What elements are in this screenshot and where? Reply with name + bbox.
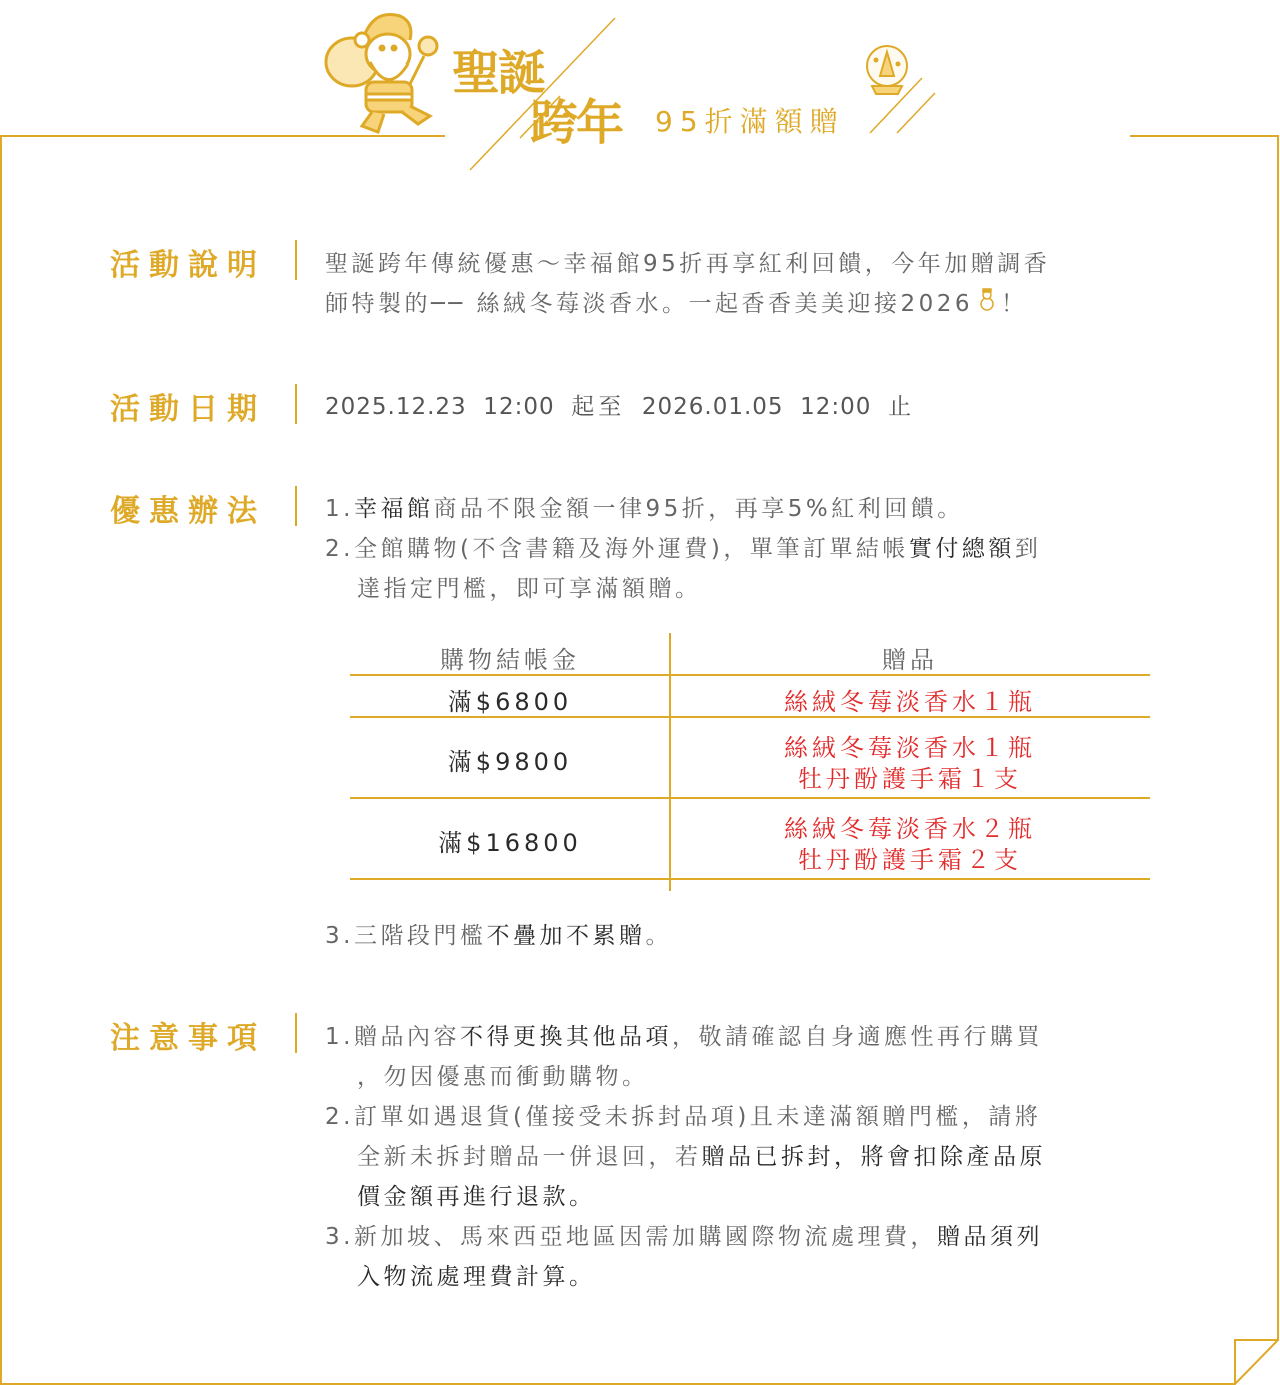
offer-item-1-num: 1.: [325, 496, 354, 522]
description-line2-wrap: [325, 284, 1028, 325]
table-rule: [350, 797, 1150, 799]
description-line1: 聖誕跨年傳統優惠～幸福館95折再享紅利回饋，今年加贈調香: [325, 251, 1051, 277]
section-label-description: 活動說明: [110, 248, 266, 283]
note-1-end: ，敬請確認自身適應性再行購買: [671, 1024, 1043, 1050]
date-line: [325, 387, 912, 427]
table-rule: [350, 878, 1150, 880]
section-label-offer: 優惠辦法: [110, 494, 266, 529]
note-1: [325, 1017, 1043, 1057]
note-1-line2: ，勿因優惠而衝動購物。: [357, 1064, 649, 1090]
table-cell-amount: 滿$9800: [447, 748, 573, 776]
section-label-notes: 注意事項: [110, 1021, 266, 1056]
table-rule: [350, 716, 1150, 718]
offer-item-2-line2: 達指定門檻，即可享滿額贈。: [357, 576, 702, 602]
table-cell-gift: 絲絨冬莓淡香水１瓶: [784, 734, 1036, 762]
note-3-num: 3.: [325, 1224, 354, 1250]
offer-item-3-end: 。: [645, 923, 672, 949]
offer-item-2-text: 全館購物(不含書籍及海外運費)，單筆訂單結帳: [353, 536, 909, 562]
offer-item-3-highlight: 不疊加不累贈: [486, 923, 646, 949]
table-rule: [350, 674, 1150, 676]
section-divider: [295, 240, 297, 280]
table-header-gift: 贈品: [882, 646, 938, 674]
date-start: 2025.12.23 12:00: [325, 394, 555, 420]
note-2: [325, 1097, 1041, 1137]
description-line2-end: ！: [1001, 291, 1028, 317]
table-cell-gift: 牡丹酚護手霜１支: [798, 765, 1022, 793]
offer-item-2-highlight: 實付總額: [908, 536, 1015, 562]
table-cell-gift: 絲絨冬莓淡香水２瓶: [784, 815, 1036, 843]
date-tail: 止: [888, 394, 913, 420]
table-column-divider: [669, 633, 671, 891]
offer-item-2-num: 2.: [325, 536, 354, 562]
snowman-icon: [977, 285, 997, 325]
note-1-num: 1.: [325, 1024, 354, 1050]
offer-item-3-num: 3.: [325, 923, 354, 949]
table-header-amount: 購物結帳金: [440, 646, 580, 674]
table-cell-gift: 絲絨冬莓淡香水１瓶: [784, 688, 1036, 716]
note-2-line2-text: 全新未拆封贈品一併退回，若: [357, 1144, 702, 1170]
note-3-highlight: 贈品須列: [936, 1224, 1043, 1250]
header-subtitle: 95折滿額贈: [655, 105, 845, 138]
note-2-line2: [357, 1137, 1046, 1177]
note-1-text: 贈品內容: [353, 1024, 460, 1050]
note-3: [325, 1217, 1043, 1257]
header-title-line2: 跨年: [530, 95, 623, 151]
note-2-num: 2.: [325, 1104, 354, 1130]
offer-item-3-text: 三階段門檻: [353, 923, 487, 949]
description-line2: 師特製的── 絲絨冬莓淡香水。一起香香美美迎接2026: [325, 291, 974, 317]
date-mid: 起至: [571, 394, 626, 420]
table-cell-amount: 滿$6800: [447, 688, 573, 716]
note-2-highlight: 贈品已拆封，將會扣除產品原: [701, 1144, 1046, 1170]
note-1-highlight: 不得更換其他品項: [459, 1024, 672, 1050]
table-cell-gift: 牡丹酚護手霜２支: [798, 846, 1022, 874]
section-divider: [295, 486, 297, 526]
note-2-line3: 價金額再進行退款。: [357, 1184, 596, 1210]
offer-item-3: [325, 916, 672, 956]
note-2-text: 訂單如遇退貨(僅接受未拆封品項)且未達滿額贈門檻，請將: [353, 1104, 1042, 1130]
header-title-line1: 聖誕: [452, 45, 545, 101]
section-divider: [295, 1013, 297, 1053]
offer-item-2: [325, 529, 1041, 569]
note-3-line2: 入物流處理費計算。: [357, 1264, 596, 1290]
table-cell-amount: 滿$16800: [438, 829, 582, 857]
offer-item-1-text: 商品不限金額一律95折，再享5%紅利回饋。: [433, 496, 964, 522]
offer-item-2-end: 到: [1014, 536, 1042, 562]
section-divider: [295, 384, 297, 424]
date-end: 2026.01.05 12:00: [641, 394, 872, 420]
section-label-date: 活動日期: [110, 392, 266, 427]
snow-globe-icon: [862, 42, 912, 98]
offer-item-1-highlight: 幸福館: [353, 496, 434, 522]
santa-icon: [322, 2, 444, 136]
note-3-text: 新加坡、馬來西亞地區因需加購國際物流處理費，: [353, 1224, 937, 1250]
offer-item-1: [325, 489, 964, 529]
